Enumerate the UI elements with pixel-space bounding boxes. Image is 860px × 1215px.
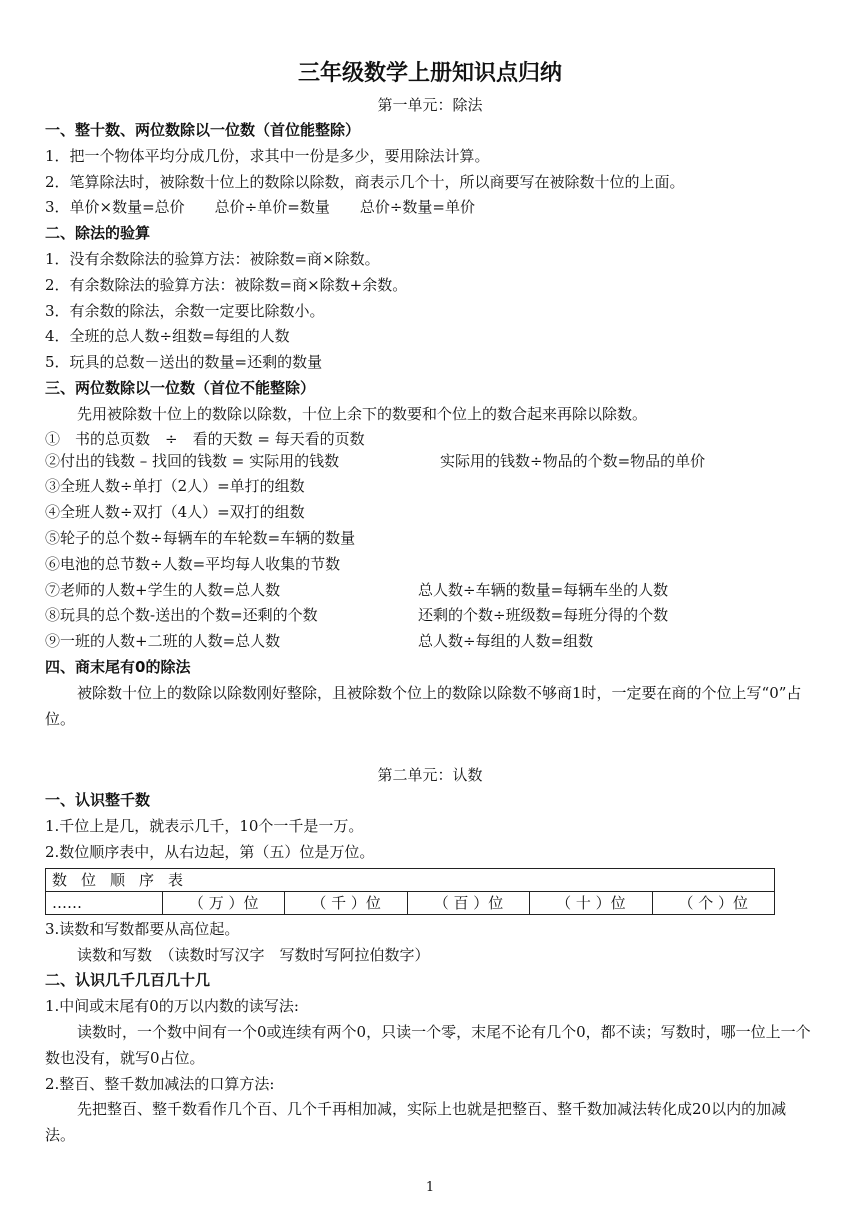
unit1-sec3-title: 三、两位数除以一位数（首位不能整除）: [45, 378, 316, 397]
unit2-heading: 第二单元：认数: [377, 766, 483, 785]
list-item: 3．单价×数量=总价 总价÷单价=数量 总价÷数量=单价: [45, 198, 475, 217]
formula-b: 还剩的个数÷班级数=每班分得的个数: [418, 606, 669, 625]
unit2-sec1-note: 读数和写数 （读数时写汉字 写数时写阿拉伯数字）: [77, 945, 430, 964]
page-number: 1: [425, 1180, 435, 1195]
list-item: 1．把一个物体平均分成几份，求其中一份是多少，要用除法计算。: [45, 146, 490, 165]
unit2-sec2-title: 二、认识几千几百几十几: [45, 971, 211, 990]
formula-a: ⑥电池的总节数÷人数=平均每人收集的节数: [45, 554, 341, 573]
formula-a: ⑦老师的人数+学生的人数=总人数: [45, 580, 281, 599]
place-value-table: [45, 868, 775, 915]
unit1-sec4-text: 被除数十位上的数除以除数刚好整除，且被除数个位上的数除以除数不够商1时，一定要在商的个位上写“0”占位。: [45, 683, 802, 728]
table-cell: （ 个 ）位: [652, 891, 774, 914]
formula-a: ① 书的总页数 ÷ 看的天数 = 每天看的页数: [45, 429, 365, 448]
table-cell: （ 十 ）位: [530, 891, 652, 914]
formula-row: [45, 428, 815, 449]
list-item: 1.中间或末尾有0的万以内数的读写法:: [45, 997, 299, 1016]
table-cell: ……: [46, 891, 163, 914]
formula-row: [45, 578, 815, 604]
list-item: 5．玩具的总数－送出的数量=还剩的数量: [45, 353, 323, 372]
formula-b: 实际用的钱数÷物品的个数=物品的单价: [425, 451, 706, 470]
formula-a: ③全班人数÷单打（2人）=单打的组数: [45, 477, 305, 496]
list-item: 4．全班的总人数÷组数=每组的人数: [45, 327, 290, 346]
unit2-sec2-text1: 读数时，一个数中间有一个0或连续有两个0，只读一个零，末尾不论有几个0，都不读；写数时，哪一位上一个数也没有，就写0占位。: [45, 1022, 811, 1067]
list-item: 1.千位上是几，就表示几千，10个一千是一万。: [45, 817, 364, 836]
list-item: 2.整百、整千数加减法的口算方法:: [45, 1074, 275, 1093]
list-item: 3.读数和写数都要从高位起。: [45, 919, 240, 938]
unit1-sec4-title: 四、商末尾有0的除法: [45, 657, 191, 676]
formula-b: 总人数÷每组的人数=组数: [418, 632, 594, 651]
document-page: [45, 58, 815, 1149]
formula-row: [45, 526, 815, 552]
place-value-table-header: 数位顺序表: [46, 868, 775, 891]
formula-row: [45, 474, 815, 500]
formula-a: ④全班人数÷双打（4人）=双打的组数: [45, 503, 305, 522]
unit1-heading: 第一单元：除法: [377, 96, 483, 114]
unit2-sec2-text2: 先把整百、整千数看作几个百、几个千再相加减，实际上也就是把整百、整千数加减法转化成20以内的加减法。: [45, 1100, 787, 1145]
table-cell: （ 百 ）位: [407, 891, 529, 914]
formula-row: [45, 449, 815, 475]
formula-row: [45, 629, 815, 655]
formula-row: [45, 500, 815, 526]
list-item: 2.数位顺序表中，从右边起，第（五）位是万位。: [45, 842, 375, 861]
formula-a: ⑨一班的人数+二班的人数=总人数: [45, 632, 281, 651]
table-cell: （ 万 ）位: [163, 891, 285, 914]
list-item: 2．有余数除法的验算方法：被除数=商×除数+余数。: [45, 275, 408, 294]
unit1-sec1-title: 一、整十数、两位数除以一位数（首位能整除）: [45, 121, 361, 139]
formula-a: ②付出的钱数 – 找回的钱数 = 实际用的钱数: [45, 451, 340, 470]
list-item: 1．没有余数除法的验算方法：被除数=商×除数。: [45, 249, 380, 268]
formula-b: 总人数÷车辆的数量=每辆车坐的人数: [418, 580, 669, 599]
formula-row: [45, 552, 815, 578]
unit2-sec1-title: 一、认识整千数: [45, 791, 151, 810]
page-title: 三年级数学上册知识点归纳: [297, 61, 562, 86]
list-item: 3．有余数的除法，余数一定要比除数小。: [45, 301, 325, 320]
unit1-sec3-intro: 先用被除数十位上的数除以除数，十位上余下的数要和个位上的数合起来再除以除数。: [77, 404, 648, 423]
formula-a: ⑧玩具的总个数-送出的个数=还剩的个数: [45, 606, 318, 625]
formula-row: [45, 603, 815, 629]
formula-a: ⑤轮子的总个数÷每辆车的车轮数=车辆的数量: [45, 528, 356, 547]
unit1-sec2-title: 二、除法的验算: [45, 224, 151, 243]
table-cell: （ 千 ）位: [285, 891, 407, 914]
list-item: 2．笔算除法时，被除数十位上的数除以除数，商表示几个十，所以商要写在被除数十位的上面。: [45, 172, 685, 191]
